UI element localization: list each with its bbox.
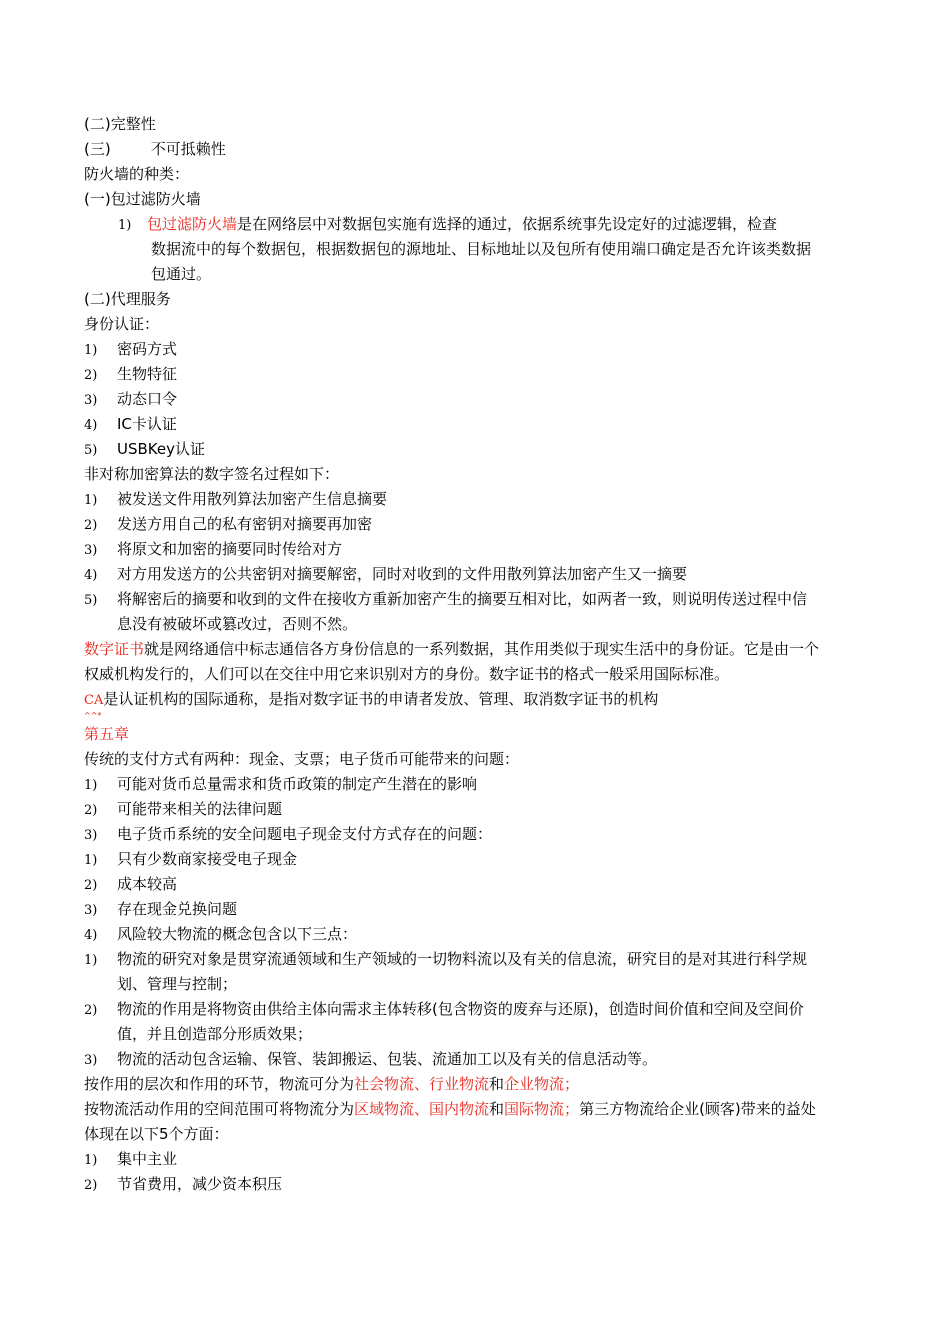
list-text: 生物特征: [117, 365, 178, 383]
list-number: 5): [84, 593, 98, 608]
list-item: [84, 872, 874, 897]
list-text: 将原文和加密的摘要同时传给对方: [117, 540, 343, 558]
list-item: [84, 387, 874, 412]
section-title: 不可抵赖性: [150, 140, 226, 158]
list-item: [84, 362, 874, 387]
list-item: [84, 337, 874, 362]
list-number: 3): [84, 903, 98, 918]
list-number: 2): [84, 1178, 98, 1193]
list-text: 物流的作用是将物资由供给主体向需求主体转移(包含物资的废弃与还原)，创造时间价值和空间及空间价: [117, 1000, 804, 1018]
list-number: 4): [84, 418, 98, 433]
list-number: 1): [84, 853, 98, 868]
text-line: 息没有被破坏或篡改过，否则不然。: [117, 615, 358, 633]
list-number: 2): [84, 1003, 98, 1018]
highlight-term: 包过滤防火墙: [147, 215, 238, 233]
list-item: [84, 437, 874, 462]
text-line: 数据流中的每个数据包，根据数据包的源地址、目标地址以及包所有使用端口确定是否允许该类数据: [151, 240, 812, 258]
section-label: (三): [84, 140, 111, 158]
text-line: [84, 1072, 874, 1097]
text-line: [84, 687, 874, 712]
list-item: [84, 822, 874, 847]
stray-mark: ^^*: [84, 711, 102, 720]
highlight-term: 区域物流、国内物流: [354, 1100, 490, 1118]
chapter-heading: 第五章: [84, 725, 130, 743]
text-line: 值，并且创造部分形质效果；: [117, 1025, 313, 1043]
list-text: 将解密后的摘要和收到的文件在接收方重新加密产生的摘要互相对比，如两者一致，则说明传送过程中信: [117, 590, 808, 608]
list-item: [84, 847, 874, 872]
list-item: [84, 537, 874, 562]
list-number: 3): [84, 1053, 98, 1068]
list-number: 1): [84, 953, 98, 968]
list-number: 3): [84, 543, 98, 558]
list-item: [84, 562, 874, 587]
list-item: [84, 947, 874, 972]
text-line: 权威机构发行的，人们可以在交往中用它来识别对方的身份。数字证书的格式一般采用国际标准。: [84, 665, 730, 683]
highlight-term: CA: [84, 693, 104, 708]
text-line: 传统的支付方式有两种：现金、支票；电子货币可能带来的问题：: [84, 750, 520, 768]
text-line: 包通过。: [151, 265, 212, 283]
list-number: 2): [84, 803, 98, 818]
text-line: (一)包过滤防火墙: [84, 190, 201, 208]
list-text: 密码方式: [117, 340, 178, 358]
list-number: 1): [84, 1153, 98, 1168]
list-text: 对方用发送方的公共密钥对摘要解密，同时对收到的文件用散列算法加密产生又一摘要: [117, 565, 688, 583]
list-text: 被发送文件用散列算法加密产生信息摘要: [117, 490, 388, 508]
list-number: 2): [84, 368, 98, 383]
list-number: 1): [84, 343, 98, 358]
list-text: 可能带来相关的法律问题: [117, 800, 283, 818]
list-item: [84, 772, 874, 797]
highlight-term: 数字证书: [84, 640, 145, 658]
list-text: 发送方用自己的私有密钥对摘要再加密: [117, 515, 373, 533]
list-number: 5): [84, 443, 98, 458]
list-number: 4): [84, 928, 98, 943]
list-number: 4): [84, 568, 98, 583]
list-number: 1): [84, 493, 98, 508]
list-text: IC卡认证: [117, 415, 177, 433]
list-text: 物流的活动包含运输、保管、装卸搬运、包装、流通加工以及有关的信息活动等。: [117, 1050, 658, 1068]
list-text: 成本较高: [117, 875, 178, 893]
list-number: 2): [84, 518, 98, 533]
paragraph-text: 按物流活动作用的空间范围可将物流分为: [84, 1100, 355, 1118]
paragraph-text: 就是网络通信中标志通信各方身份信息的一系列数据，其作用类似于现实生活中的身份证。它是由一个: [144, 640, 820, 658]
list-text: USBKey认证: [117, 440, 205, 458]
list-number: 3): [84, 828, 98, 843]
list-text: 动态口令: [117, 390, 178, 408]
paragraph-text: 按作用的层次和作用的环节，物流可分为: [84, 1075, 355, 1093]
list-number: 2): [84, 878, 98, 893]
text-line: [84, 212, 874, 237]
list-item: [84, 487, 874, 512]
list-text: 风险较大物流的概念包含以下三点：: [117, 925, 358, 943]
list-item: [84, 412, 874, 437]
text-line: (二)代理服务: [84, 290, 171, 308]
list-item: [84, 1172, 874, 1197]
list-item: [84, 1047, 874, 1072]
paragraph-text: 是认证机构的国际通称，是指对数字证书的申请者发放、管理、取消数字证书的机构: [103, 690, 659, 708]
text-line: [84, 637, 874, 662]
text-line: 防火墙的种类：: [84, 165, 190, 183]
text-line: 划、管理与控制；: [117, 975, 238, 993]
document-page: [84, 112, 874, 1197]
list-text: 电子货币系统的安全问题电子现金支付方式存在的问题：: [117, 825, 493, 843]
list-item: [84, 922, 874, 947]
text-line: 身份认证：: [84, 315, 160, 333]
list-text: 只有少数商家接受电子现金: [117, 850, 298, 868]
list-item: [84, 587, 874, 612]
text-line: (二)完整性: [84, 115, 156, 133]
list-text: 节省费用，减少资本积压: [117, 1175, 283, 1193]
paragraph-text: 是在网络层中对数据包实施有选择的通过，依据系统事先设定好的过滤逻辑，检查: [237, 215, 778, 233]
list-text: 集中主业: [117, 1150, 178, 1168]
text-line: [84, 137, 874, 162]
list-text: 物流的研究对象是贯穿流通领域和生产领域的一切物料流以及有关的信息流，研究目的是对其进行科学规: [117, 950, 808, 968]
list-number: 3): [84, 393, 98, 408]
list-text: 存在现金兑换问题: [117, 900, 238, 918]
list-item: [84, 1147, 874, 1172]
text-line: 体现在以下5个方面：: [84, 1125, 229, 1143]
list-number: 1): [84, 778, 98, 793]
list-item: [84, 997, 874, 1022]
highlight-term: 企业物流；: [504, 1075, 580, 1093]
text-line: 非对称加密算法的数字签名过程如下：: [84, 465, 340, 483]
list-item: [84, 797, 874, 822]
list-text: 可能对货币总量需求和货币政策的制定产生潜在的影响: [117, 775, 478, 793]
highlight-term: 社会物流、行业物流: [354, 1075, 490, 1093]
list-item: [84, 897, 874, 922]
text-line: [84, 1097, 874, 1122]
highlight-term: 国际物流；: [504, 1100, 580, 1118]
paragraph-text: 和: [489, 1100, 505, 1118]
paragraph-text: 第三方物流给企业(顾客)带来的益处: [579, 1100, 816, 1118]
paragraph-text: 和: [489, 1075, 505, 1093]
list-item: [84, 512, 874, 537]
list-number: 1): [118, 218, 132, 233]
